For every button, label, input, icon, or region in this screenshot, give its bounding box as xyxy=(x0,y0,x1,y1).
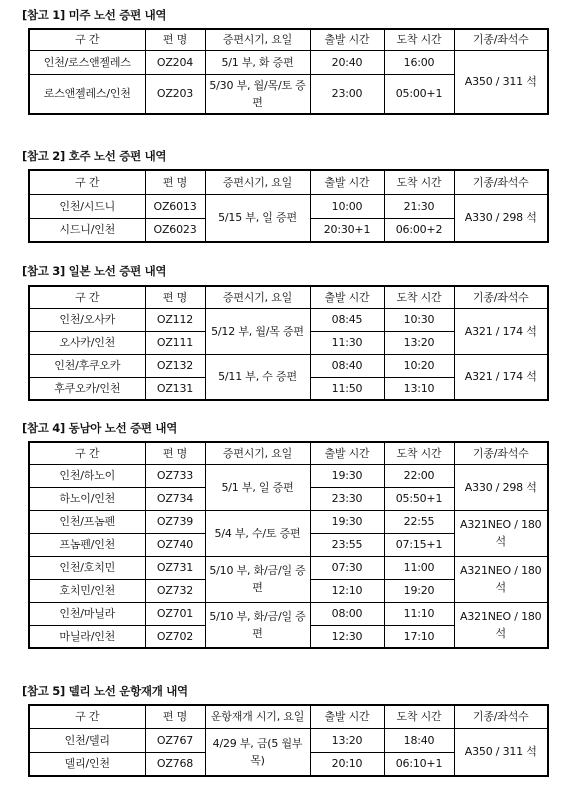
header-flight: 편 명 xyxy=(145,286,205,308)
departure-cell: 11:50 xyxy=(310,377,384,400)
route-cell: 인천/호치민 xyxy=(29,556,145,579)
route-cell: 로스앤젤레스/인천 xyxy=(29,74,145,114)
flight-cell: OZ203 xyxy=(145,74,205,114)
arrival-cell: 10:20 xyxy=(384,354,454,377)
table-row xyxy=(29,194,548,218)
route-cell: 후쿠오카/인천 xyxy=(29,377,145,400)
period-cell: 5/12 부, 월/목 증편 xyxy=(205,308,310,354)
section-title-us: [참고 1] 미주 노선 증편 내역 xyxy=(22,8,167,22)
arrival-cell: 17:10 xyxy=(384,625,454,648)
flight-cell: OZ6013 xyxy=(145,194,205,218)
departure-cell: 12:30 xyxy=(310,625,384,648)
header-period: 증편시기, 요일 xyxy=(205,442,310,464)
departure-cell: 20:40 xyxy=(310,50,384,74)
arrival-cell: 06:10+1 xyxy=(384,752,454,776)
arrival-cell: 05:00+1 xyxy=(384,74,454,114)
header-aircraft: 기종/좌석수 xyxy=(454,705,548,728)
header-row xyxy=(29,170,548,194)
departure-cell: 19:30 xyxy=(310,464,384,487)
flight-cell: OZ740 xyxy=(145,533,205,556)
route-cell: 인천/프놈펜 xyxy=(29,510,145,533)
japan-route-table xyxy=(28,285,549,401)
table-row xyxy=(29,464,548,487)
period-cell: 5/10 부, 화/금/일 증편 xyxy=(205,602,310,648)
arrival-cell: 06:00+2 xyxy=(384,218,454,242)
period-cell: 4/29 부, 금(5 월부 목) xyxy=(205,728,310,776)
arrival-cell: 13:20 xyxy=(384,331,454,354)
flight-cell: OZ734 xyxy=(145,487,205,510)
departure-cell: 13:20 xyxy=(310,728,384,752)
header-departure: 출발 시간 xyxy=(310,705,384,728)
header-arrival: 도착 시간 xyxy=(384,442,454,464)
table-row xyxy=(29,308,548,331)
arrival-cell: 13:10 xyxy=(384,377,454,400)
departure-cell: 08:00 xyxy=(310,602,384,625)
route-cell: 인천/하노이 xyxy=(29,464,145,487)
route-cell: 인천/마닐라 xyxy=(29,602,145,625)
departure-cell: 10:00 xyxy=(310,194,384,218)
header-period: 운항재개 시기, 요일 xyxy=(205,705,310,728)
route-cell: 프놈펜/인천 xyxy=(29,533,145,556)
header-row xyxy=(29,705,548,728)
departure-cell: 23:00 xyxy=(310,74,384,114)
header-departure: 출발 시간 xyxy=(310,442,384,464)
period-cell: 5/4 부, 수/토 증편 xyxy=(205,510,310,556)
section-title-australia: [참고 2] 호주 노선 증편 내역 xyxy=(22,149,167,163)
flight-cell: OZ131 xyxy=(145,377,205,400)
flight-cell: OZ6023 xyxy=(145,218,205,242)
departure-cell: 20:10 xyxy=(310,752,384,776)
header-route: 구 간 xyxy=(29,286,145,308)
us-route-table xyxy=(28,28,549,115)
delhi-route-table xyxy=(28,704,549,777)
header-route: 구 간 xyxy=(29,705,145,728)
arrival-cell: 10:30 xyxy=(384,308,454,331)
southeast-asia-route-table xyxy=(28,441,549,649)
route-cell: 델리/인천 xyxy=(29,752,145,776)
header-arrival: 도착 시간 xyxy=(384,705,454,728)
departure-cell: 19:30 xyxy=(310,510,384,533)
aircraft-cell: A321NEO / 180 석 xyxy=(454,602,548,648)
flight-cell: OZ112 xyxy=(145,308,205,331)
period-cell: 5/30 부, 월/목/토 증편 xyxy=(205,74,310,114)
departure-cell: 23:55 xyxy=(310,533,384,556)
departure-cell: 08:45 xyxy=(310,308,384,331)
header-arrival: 도착 시간 xyxy=(384,29,454,50)
route-cell: 오사카/인천 xyxy=(29,331,145,354)
flight-cell: OZ701 xyxy=(145,602,205,625)
arrival-cell: 18:40 xyxy=(384,728,454,752)
section-title-japan: [참고 3] 일본 노선 증편 내역 xyxy=(22,264,167,278)
departure-cell: 08:40 xyxy=(310,354,384,377)
arrival-cell: 22:00 xyxy=(384,464,454,487)
arrival-cell: 07:15+1 xyxy=(384,533,454,556)
flight-cell: OZ767 xyxy=(145,728,205,752)
australia-route-table xyxy=(28,169,549,243)
route-cell: 인천/시드니 xyxy=(29,194,145,218)
route-cell: 하노이/인천 xyxy=(29,487,145,510)
flight-cell: OZ111 xyxy=(145,331,205,354)
aircraft-cell: A330 / 298 석 xyxy=(454,464,548,510)
flight-cell: OZ132 xyxy=(145,354,205,377)
flight-cell: OZ768 xyxy=(145,752,205,776)
arrival-cell: 11:00 xyxy=(384,556,454,579)
flight-cell: OZ731 xyxy=(145,556,205,579)
route-cell: 호치민/인천 xyxy=(29,579,145,602)
table-row xyxy=(29,728,548,752)
header-arrival: 도착 시간 xyxy=(384,286,454,308)
header-flight: 편 명 xyxy=(145,29,205,50)
header-flight: 편 명 xyxy=(145,442,205,464)
header-departure: 출발 시간 xyxy=(310,170,384,194)
section-title-delhi: [참고 5] 델리 노선 운항재개 내역 xyxy=(22,684,188,698)
table-row xyxy=(29,556,548,579)
flight-cell: OZ702 xyxy=(145,625,205,648)
header-period: 증편시기, 요일 xyxy=(205,286,310,308)
arrival-cell: 16:00 xyxy=(384,50,454,74)
table-row xyxy=(29,354,548,377)
period-cell: 5/1 부, 화 증편 xyxy=(205,50,310,74)
header-departure: 출발 시간 xyxy=(310,29,384,50)
header-route: 구 간 xyxy=(29,442,145,464)
route-cell: 시드니/인천 xyxy=(29,218,145,242)
departure-cell: 23:30 xyxy=(310,487,384,510)
table-row xyxy=(29,602,548,625)
departure-cell: 11:30 xyxy=(310,331,384,354)
arrival-cell: 19:20 xyxy=(384,579,454,602)
header-aircraft: 기종/좌석수 xyxy=(454,442,548,464)
header-flight: 편 명 xyxy=(145,170,205,194)
flight-cell: OZ204 xyxy=(145,50,205,74)
period-cell: 5/15 부, 일 증편 xyxy=(205,194,310,242)
aircraft-cell: A350 / 311 석 xyxy=(454,50,548,114)
header-arrival: 도착 시간 xyxy=(384,170,454,194)
arrival-cell: 11:10 xyxy=(384,602,454,625)
aircraft-cell: A321 / 174 석 xyxy=(454,308,548,354)
aircraft-cell: A321 / 174 석 xyxy=(454,354,548,400)
header-period: 증편시기, 요일 xyxy=(205,170,310,194)
header-row xyxy=(29,29,548,50)
route-cell: 인천/로스앤젤레스 xyxy=(29,50,145,74)
header-row xyxy=(29,442,548,464)
period-cell: 5/1 부, 일 증편 xyxy=(205,464,310,510)
flight-cell: OZ733 xyxy=(145,464,205,487)
arrival-cell: 21:30 xyxy=(384,194,454,218)
route-cell: 인천/오사카 xyxy=(29,308,145,331)
aircraft-cell: A321NEO / 180 석 xyxy=(454,510,548,556)
route-cell: 인천/델리 xyxy=(29,728,145,752)
header-row xyxy=(29,286,548,308)
flight-cell: OZ732 xyxy=(145,579,205,602)
header-aircraft: 기종/좌석수 xyxy=(454,286,548,308)
period-cell: 5/11 부, 수 증편 xyxy=(205,354,310,400)
header-period: 증편시기, 요일 xyxy=(205,29,310,50)
departure-cell: 20:30+1 xyxy=(310,218,384,242)
period-cell: 5/10 부, 화/금/일 증편 xyxy=(205,556,310,602)
arrival-cell: 22:55 xyxy=(384,510,454,533)
header-aircraft: 기종/좌석수 xyxy=(454,29,548,50)
section-title-southeast-asia: [참고 4] 동남아 노선 증편 내역 xyxy=(22,421,178,435)
aircraft-cell: A350 / 311 석 xyxy=(454,728,548,776)
route-cell: 인천/후쿠오카 xyxy=(29,354,145,377)
arrival-cell: 05:50+1 xyxy=(384,487,454,510)
departure-cell: 07:30 xyxy=(310,556,384,579)
table-row xyxy=(29,510,548,533)
header-flight: 편 명 xyxy=(145,705,205,728)
aircraft-cell: A330 / 298 석 xyxy=(454,194,548,242)
flight-cell: OZ739 xyxy=(145,510,205,533)
header-route: 구 간 xyxy=(29,29,145,50)
header-aircraft: 기종/좌석수 xyxy=(454,170,548,194)
route-cell: 마닐라/인천 xyxy=(29,625,145,648)
departure-cell: 12:10 xyxy=(310,579,384,602)
table-row xyxy=(29,50,548,74)
header-departure: 출발 시간 xyxy=(310,286,384,308)
aircraft-cell: A321NEO / 180 석 xyxy=(454,556,548,602)
header-route: 구 간 xyxy=(29,170,145,194)
